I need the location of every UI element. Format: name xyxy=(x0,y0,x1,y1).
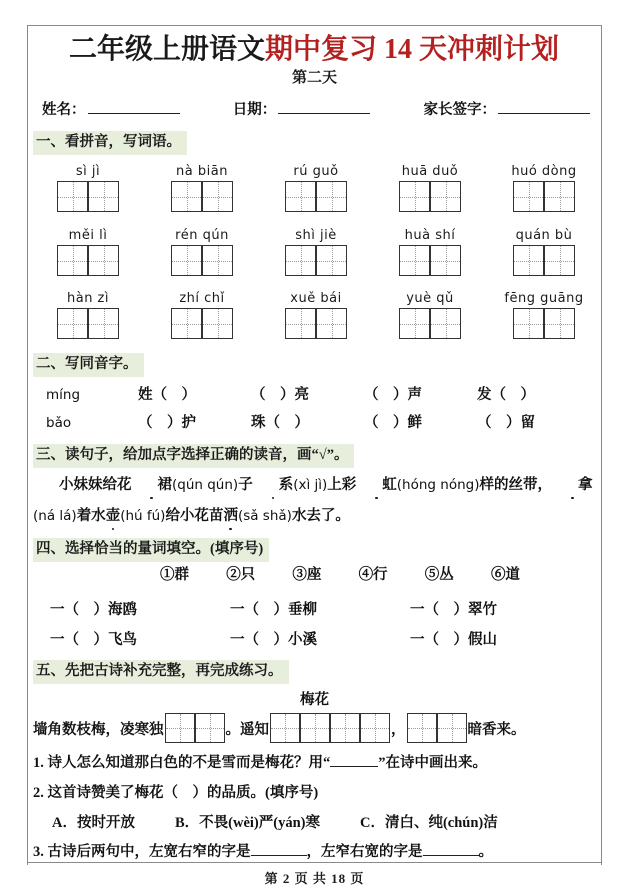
poem-cell[interactable] xyxy=(165,713,195,743)
tianzige-cell[interactable] xyxy=(171,245,202,276)
signature-field[interactable] xyxy=(424,98,591,119)
tianzige-grid[interactable] xyxy=(399,181,461,212)
question-3-text-c: 。 xyxy=(478,844,493,860)
pinyin-choice-hu[interactable]: (hú fú) xyxy=(120,508,166,524)
pinyin-label: xuě bái xyxy=(290,291,342,306)
tianzige-cell[interactable] xyxy=(202,245,233,276)
pinyin-label: shì jiè xyxy=(295,228,337,243)
quantifier-options xyxy=(160,563,520,584)
sentence-text: 小妹妹给花 xyxy=(59,477,132,493)
tianzige-grid[interactable] xyxy=(285,181,347,212)
quantifier-option[interactable]: ⑤丛 xyxy=(424,567,454,583)
tianzige-cell[interactable] xyxy=(544,181,575,212)
page-frame-right xyxy=(601,25,602,865)
sentence-text: 水去了。 xyxy=(291,508,350,524)
pinyin-word-group xyxy=(378,228,482,276)
quantifier-blank-row-2 xyxy=(50,628,590,649)
poem-cell[interactable] xyxy=(330,713,360,743)
tianzige-grid[interactable] xyxy=(399,308,461,339)
pinyin-label: nà biān xyxy=(176,164,228,179)
pinyin-label: zhí chǐ xyxy=(179,291,225,306)
question-2-option-b[interactable]: B．不畏(wèi)严(yán)寒 xyxy=(174,815,320,831)
tianzige-cell[interactable] xyxy=(57,308,88,339)
question-3-blank-2[interactable] xyxy=(423,855,479,856)
date-label: 日期： xyxy=(232,102,277,118)
quantifier-blank[interactable]: 一（ ）翠竹 xyxy=(410,602,497,618)
sentence-text: 着水 xyxy=(76,508,106,524)
sentence-text: 给小花苗 xyxy=(165,508,224,524)
pinyin-row-2 xyxy=(36,228,596,276)
sentence-text: 样的丝带， xyxy=(479,477,552,493)
tianzige-cell[interactable] xyxy=(316,245,347,276)
tianzige-cell[interactable] xyxy=(171,181,202,212)
tianzige-cell[interactable] xyxy=(544,245,575,276)
tianzige-cell[interactable] xyxy=(399,181,430,212)
poem-grid-3[interactable] xyxy=(407,713,467,743)
pinyin-row-3 xyxy=(36,291,596,339)
quantifier-option[interactable]: ②只 xyxy=(226,567,256,583)
tianzige-grid[interactable] xyxy=(171,308,233,339)
tianzige-cell[interactable] xyxy=(513,308,544,339)
question-3-text-b: ，左窄右宽的字是 xyxy=(306,844,423,860)
title-box xyxy=(27,25,601,69)
homophone-row-ming xyxy=(46,383,591,404)
pinyin-word-group xyxy=(36,291,140,339)
homophone-row-bao xyxy=(46,411,591,432)
homophone-blank[interactable]: （ ）鲜 xyxy=(364,415,422,431)
tianzige-grid[interactable] xyxy=(57,245,119,276)
name-field[interactable] xyxy=(42,98,180,119)
homophone-blank[interactable]: 姓（ ） xyxy=(138,387,196,403)
pinyin-choice-xi[interactable]: (xì jì) xyxy=(293,477,328,493)
title-red-part: 期中复习 14 天冲刺计划 xyxy=(265,34,560,65)
tianzige-grid[interactable] xyxy=(171,181,233,212)
tianzige-cell[interactable] xyxy=(88,308,119,339)
poem-fill-line xyxy=(33,713,599,743)
poem-cell[interactable] xyxy=(407,713,437,743)
poem-question-2-options xyxy=(52,811,604,832)
tianzige-cell[interactable] xyxy=(285,181,316,212)
dotted-char-xi: 系 xyxy=(253,474,294,496)
tianzige-grid[interactable] xyxy=(513,245,575,276)
section-2-heading: 二、写同音字。 xyxy=(33,353,144,377)
page-number-footer: 第 2 页 共 18 页 xyxy=(264,871,365,886)
pinyin-choice-sa[interactable]: (sǎ shǎ) xyxy=(237,508,292,524)
sentence-text: 上彩 xyxy=(327,477,357,493)
tianzige-grid[interactable] xyxy=(513,181,575,212)
pinyin-choice-qun[interactable]: (qún qún) xyxy=(172,477,239,493)
pinyin-word-group xyxy=(150,228,254,276)
pinyin-label: huó dòng xyxy=(511,164,577,179)
question-1-blank[interactable] xyxy=(330,766,378,767)
name-blank[interactable] xyxy=(88,113,180,114)
pinyin-label: sì jì xyxy=(75,164,101,179)
quantifier-option[interactable]: ④行 xyxy=(358,567,388,583)
question-3-blank-1[interactable] xyxy=(251,855,307,856)
pinyin-label: hàn zì xyxy=(66,291,109,306)
homophone-blank[interactable]: （ ）声 xyxy=(364,387,422,403)
tianzige-cell[interactable] xyxy=(430,245,461,276)
pinyin-choice-hong[interactable]: (hóng nóng) xyxy=(396,477,480,493)
poem-grid-1[interactable] xyxy=(165,713,225,743)
question-3-text-a: 3. 古诗后两句中，左宽右窄的字是 xyxy=(33,844,251,860)
poem-grid-2[interactable] xyxy=(270,713,390,743)
poem-text-part-3: ， xyxy=(391,721,406,738)
pinyin-word-group xyxy=(378,164,482,212)
tianzige-cell[interactable] xyxy=(544,308,575,339)
homophone-blank[interactable]: （ ）留 xyxy=(477,415,535,431)
section-3-sentence-line-1 xyxy=(33,474,599,496)
subtitle-day: 第二天 xyxy=(291,70,337,86)
homophone-blank[interactable]: （ ）护 xyxy=(138,415,196,431)
pinyin-label: fēng guāng xyxy=(504,291,584,306)
quantifier-blank[interactable]: 一（ ）飞鸟 xyxy=(50,632,137,648)
date-blank[interactable] xyxy=(278,113,370,114)
tianzige-cell[interactable] xyxy=(430,181,461,212)
signature-blank[interactable] xyxy=(498,113,590,114)
tianzige-cell[interactable] xyxy=(88,181,119,212)
quantifier-blank[interactable]: 一（ ）海鸥 xyxy=(50,602,137,618)
poem-text-part-1: 墙角数枝梅，凌寒独 xyxy=(33,721,164,738)
dotted-char-na: 拿 xyxy=(552,474,593,496)
poem-text-part-4: 暗香来。 xyxy=(467,721,526,738)
pinyin-word-group xyxy=(264,228,368,276)
tianzige-cell[interactable] xyxy=(285,245,316,276)
poem-cell[interactable] xyxy=(437,713,467,743)
tianzige-cell[interactable] xyxy=(202,308,233,339)
tianzige-cell[interactable] xyxy=(316,181,347,212)
quantifier-blank[interactable]: 一（ ）小溪 xyxy=(230,632,317,648)
footer-divider xyxy=(27,862,601,863)
pinyin-word-group xyxy=(36,164,140,212)
student-meta-row xyxy=(42,98,590,119)
pinyin-word-group xyxy=(492,291,596,339)
quantifier-option[interactable]: ⑥道 xyxy=(490,567,520,583)
poem-cell[interactable] xyxy=(300,713,330,743)
pinyin-word-group xyxy=(264,164,368,212)
tianzige-grid[interactable] xyxy=(285,308,347,339)
question-1-text-a: 1. 诗人怎么知道那白色的不是雪而是梅花？用“ xyxy=(33,755,331,771)
poem-question-2[interactable]: 2. 这首诗赞美了梅花（ ）的品质。(填序号) xyxy=(33,785,319,801)
tianzige-cell[interactable] xyxy=(88,245,119,276)
homophone-blank[interactable]: 发（ ） xyxy=(477,387,535,403)
tianzige-grid[interactable] xyxy=(399,245,461,276)
poem-cell[interactable] xyxy=(360,713,390,743)
pinyin-label: yuè qǔ xyxy=(406,291,454,306)
dotted-char-qun: 裙 xyxy=(132,474,173,496)
date-field[interactable] xyxy=(233,98,371,119)
tianzige-cell[interactable] xyxy=(57,181,88,212)
section-4-heading: 四、选择恰当的量词填空。(填序号) xyxy=(33,538,269,562)
tianzige-cell[interactable] xyxy=(316,308,347,339)
pinyin-word-group xyxy=(36,228,140,276)
pinyin-word-group xyxy=(492,164,596,212)
pinyin-label: rú guǒ xyxy=(293,164,339,179)
quantifier-blank-row-1 xyxy=(50,598,590,619)
homophone-pinyin: míng xyxy=(46,387,81,403)
tianzige-grid[interactable] xyxy=(513,308,575,339)
quantifier-blank[interactable]: 一（ ）垂柳 xyxy=(230,602,317,618)
pinyin-word-group xyxy=(264,291,368,339)
pinyin-word-group xyxy=(378,291,482,339)
poem-question-1 xyxy=(33,751,605,772)
sentence-text: 子 xyxy=(238,477,253,493)
quantifier-option[interactable]: ③座 xyxy=(292,567,322,583)
quantifier-option[interactable]: ①群 xyxy=(160,567,189,583)
section-5-heading: 五、先把古诗补充完整，再完成练习。 xyxy=(33,660,289,684)
dotted-char-hong: 虹 xyxy=(356,474,397,496)
page-frame-left xyxy=(27,25,28,865)
tianzige-cell[interactable] xyxy=(513,181,544,212)
dotted-char-sa: 洒 xyxy=(223,505,238,527)
tianzige-cell[interactable] xyxy=(430,308,461,339)
tianzige-grid[interactable] xyxy=(171,245,233,276)
poem-cell[interactable] xyxy=(270,713,300,743)
poem-title: 梅花 xyxy=(300,692,329,708)
pinyin-word-group xyxy=(492,228,596,276)
tianzige-cell[interactable] xyxy=(399,308,430,339)
tianzige-cell[interactable] xyxy=(171,308,202,339)
question-2-option-a[interactable]: A．按时开放 xyxy=(52,815,135,831)
signature-label: 家长签字： xyxy=(423,102,496,118)
quantifier-blank[interactable]: 一（ ）假山 xyxy=(410,632,497,648)
tianzige-cell[interactable] xyxy=(399,245,430,276)
poem-question-3 xyxy=(33,840,605,861)
pinyin-word-group xyxy=(150,164,254,212)
poem-text-part-2: 。遥知 xyxy=(225,721,269,738)
page-title xyxy=(27,32,601,67)
pinyin-label: měi lì xyxy=(68,228,108,243)
title-black-part: 二年级上册语文 xyxy=(68,34,265,65)
homophone-blank[interactable]: 珠（ ） xyxy=(251,415,309,431)
pinyin-choice-na[interactable]: (ná lá) xyxy=(33,508,77,524)
pinyin-word-group xyxy=(150,291,254,339)
tianzige-cell[interactable] xyxy=(202,181,233,212)
name-label: 姓名： xyxy=(42,102,86,118)
section-1-heading: 一、看拼音，写词语。 xyxy=(33,131,187,155)
poem-cell[interactable] xyxy=(195,713,225,743)
homophone-blank[interactable]: （ ）亮 xyxy=(251,387,309,403)
tianzige-cell[interactable] xyxy=(513,245,544,276)
pinyin-row-1 xyxy=(36,164,596,212)
tianzige-grid[interactable] xyxy=(57,181,119,212)
section-3-heading: 三、读句子，给加点字选择正确的读音，画“√”。 xyxy=(33,444,354,468)
tianzige-cell[interactable] xyxy=(57,245,88,276)
tianzige-grid[interactable] xyxy=(285,245,347,276)
pinyin-label: huā duǒ xyxy=(401,164,459,179)
homophone-pinyin: bǎo xyxy=(46,415,72,431)
section-3-sentence-line-2 xyxy=(33,505,599,527)
dotted-char-hu: 壶 xyxy=(106,505,121,527)
question-1-text-b: ”在诗中画出来。 xyxy=(378,755,487,771)
tianzige-cell[interactable] xyxy=(285,308,316,339)
pinyin-label: rén qún xyxy=(175,228,229,243)
tianzige-grid[interactable] xyxy=(57,308,119,339)
pinyin-label: huà shí xyxy=(404,228,456,243)
question-2-option-c[interactable]: C．清白、纯(chún)洁 xyxy=(359,815,498,831)
pinyin-label: quán bù xyxy=(515,228,573,243)
